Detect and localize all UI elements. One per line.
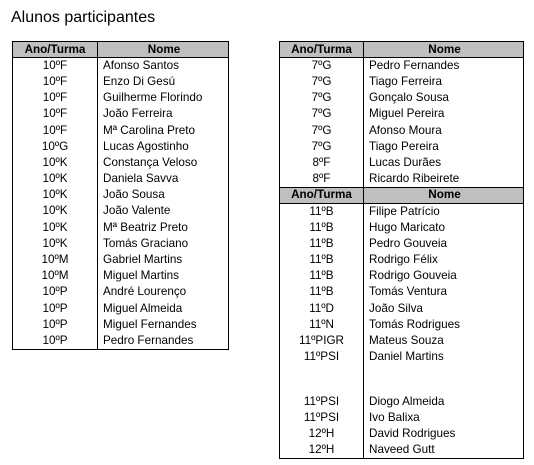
cell-nome: Ivo Balixa [364,409,524,425]
cell-ano-turma: 10ºF [13,58,98,74]
cell-nome: André Lourenço [98,284,229,300]
cell-ano-turma: 11ºB [280,236,364,252]
table-row [13,333,229,349]
cell-nome: João Ferreira [98,106,229,122]
cell-nome: Mª Carolina Preto [98,122,229,138]
table-row [13,268,229,284]
table-row [13,317,229,333]
cell-nome: Diogo Almeida [364,393,524,409]
cell-ano-turma: 11ºB [280,220,364,236]
table-row [13,155,229,171]
cell-nome: Miguel Martins [98,268,229,284]
table-row [13,106,229,122]
table-row [280,74,524,90]
cell-nome: Pedro Gouveia [364,236,524,252]
cell-ano-turma: 8ºF [280,171,364,187]
table-row [280,409,524,425]
cell-nome: Enzo Di Gesú [98,74,229,90]
cell-ano-turma: 10ºM [13,252,98,268]
cell-nome: Hugo Maricato [364,220,524,236]
cell-nome: Tiago Ferreira [364,74,524,90]
cell-ano-turma: 7ºG [280,106,364,122]
table-header-row-2 [280,187,524,203]
participants-table-right [279,41,524,459]
cell-ano-turma: 10ºP [13,317,98,333]
cell-ano-turma: 10ºF [13,122,98,138]
cell-nome: Gabriel Martins [98,252,229,268]
header-ano-turma: Ano/Turma [13,42,98,58]
cell-nome: Constança Veloso [98,155,229,171]
cell-ano-turma: 10ºF [13,74,98,90]
cell-ano-turma: 7ºG [280,74,364,90]
cell-ano-turma: 11ºB [280,284,364,300]
cell-ano-turma: 11ºD [280,301,364,317]
cell-nome: Tomás Rodrigues [364,317,524,333]
table-row [280,171,524,187]
cell-nome: Lucas Agostinho [98,139,229,155]
table-row [13,284,229,300]
cell-ano-turma: 12ºH [280,426,364,442]
table-row [13,236,229,252]
cell-nome [364,365,524,393]
table-header-row [13,42,229,58]
table-row [280,317,524,333]
table-row [280,365,524,393]
cell-nome: Daniela Savva [98,171,229,187]
cell-ano-turma: 11ºPSI [280,409,364,425]
cell-ano-turma: 11ºB [280,268,364,284]
cell-ano-turma: 8ºF [280,155,364,171]
table-row [280,203,524,219]
page-title: Alunos participantes [11,9,156,26]
cell-ano-turma: 7ºG [280,139,364,155]
cell-nome: Rodrigo Félix [364,252,524,268]
table-row [280,139,524,155]
table-row [280,90,524,106]
table-row [280,284,524,300]
cell-ano-turma: 11ºB [280,203,364,219]
cell-nome: Afonso Santos [98,58,229,74]
cell-ano-turma: 11ºB [280,252,364,268]
cell-nome: Tiago Pereira [364,139,524,155]
cell-nome: Guilherme Florindo [98,90,229,106]
cell-nome: Miguel Almeida [98,301,229,317]
cell-nome: Afonso Moura [364,122,524,138]
cell-ano-turma: 11ºPIGR [280,333,364,349]
cell-ano-turma: 10ºF [13,90,98,106]
table-row [13,74,229,90]
cell-nome: Miguel Pereira [364,106,524,122]
cell-nome: Miguel Fernandes [98,317,229,333]
table-row [13,203,229,219]
cell-nome: João Sousa [98,187,229,203]
table-row [280,301,524,317]
cell-ano-turma: 10ºK [13,155,98,171]
table-row [280,426,524,442]
table-row [13,139,229,155]
cell-nome: Gonçalo Sousa [364,90,524,106]
table-row [280,349,524,365]
header-nome: Nome [364,187,524,203]
cell-nome: Tomás Graciano [98,236,229,252]
cell-ano-turma: 12ºH [280,442,364,458]
cell-nome: Ricardo Ribeirete [364,171,524,187]
table-row [280,442,524,458]
cell-ano-turma: 10ºP [13,301,98,317]
header-nome: Nome [364,42,524,58]
cell-ano-turma: 11ºPSI [280,393,364,409]
cell-nome: Mateus Souza [364,333,524,349]
table-row [13,122,229,138]
table-row [280,106,524,122]
cell-ano-turma: 10ºK [13,171,98,187]
cell-ano-turma: 10ºK [13,203,98,219]
table-row [13,252,229,268]
table-row [280,122,524,138]
table-row [280,155,524,171]
cell-ano-turma: 10ºF [13,106,98,122]
table-row [13,90,229,106]
cell-ano-turma: 7ºG [280,58,364,74]
cell-ano-turma: 10ºP [13,284,98,300]
table-row [280,220,524,236]
cell-nome: Daniel Martins [364,349,524,365]
table-row [13,301,229,317]
cell-ano-turma: 10ºK [13,236,98,252]
cell-ano-turma: 7ºG [280,122,364,138]
cell-ano-turma: 10ºM [13,268,98,284]
cell-ano-turma: 11ºPSI [280,349,364,365]
header-nome: Nome [98,42,229,58]
table-row [280,236,524,252]
participants-table-left [12,41,229,350]
cell-nome: Mª Beatriz Preto [98,220,229,236]
table-row [280,333,524,349]
cell-nome: Tomás Ventura [364,284,524,300]
cell-ano-turma: 10ºK [13,187,98,203]
header-ano-turma: Ano/Turma [280,42,364,58]
cell-nome: João Valente [98,203,229,219]
cell-nome: Rodrigo Gouveia [364,268,524,284]
table-row [13,171,229,187]
cell-nome: Pedro Fernandes [98,333,229,349]
header-ano-turma: Ano/Turma [280,187,364,203]
cell-nome: Lucas Durães [364,155,524,171]
cell-ano-turma: 7ºG [280,90,364,106]
table-row [280,58,524,74]
cell-nome: Pedro Fernandes [364,58,524,74]
table-row [13,58,229,74]
cell-ano-turma: 11ºN [280,317,364,333]
cell-ano-turma [280,365,364,393]
table-row [280,252,524,268]
cell-ano-turma: 10ºK [13,220,98,236]
cell-nome: João Silva [364,301,524,317]
table-row [280,393,524,409]
cell-nome: David Rodrigues [364,426,524,442]
cell-nome: Naveed Gutt [364,442,524,458]
table-row [13,220,229,236]
table-row [280,268,524,284]
cell-nome: Filipe Patrício [364,203,524,219]
cell-ano-turma: 10ºP [13,333,98,349]
table-header-row [280,42,524,58]
cell-ano-turma: 10ºG [13,139,98,155]
table-row [13,187,229,203]
